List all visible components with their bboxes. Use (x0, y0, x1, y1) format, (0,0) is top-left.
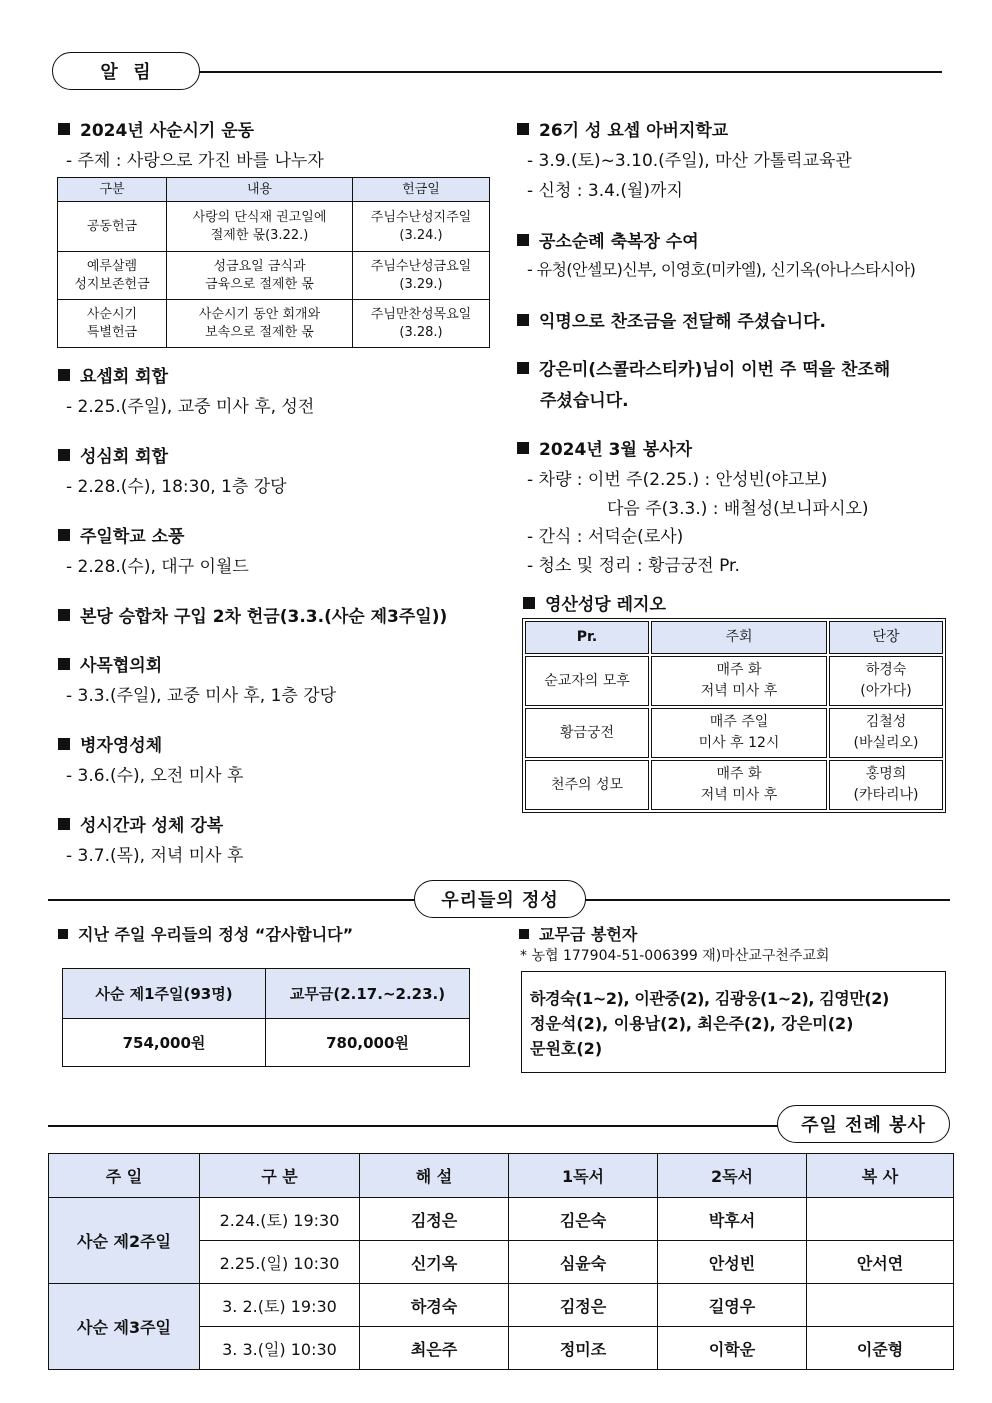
bullet-square-icon (58, 123, 70, 135)
bullet-square-icon (517, 362, 529, 374)
cell-pr: 천주의 성모 (525, 760, 649, 810)
week-name: 사순 제3주일 (49, 1284, 200, 1370)
section-title-notice-text: 알 림 (100, 62, 152, 83)
sunday-school-picnic-detail: - 2.28.(수), 대구 이월드 (66, 557, 249, 577)
pastoral-council-detail: - 3.3.(주일), 교중 미사 후, 1층 강당 (66, 686, 337, 706)
bullet-square-icon (58, 738, 70, 750)
reader-2: 이학운 (658, 1327, 807, 1370)
liturgy-schedule-table (48, 1153, 954, 1370)
cell-pr: 순교자의 모후 (525, 656, 649, 706)
heading-lent-text: 2024년 사순시기 운동 (80, 121, 255, 141)
donor-line: 문원호(2) (530, 1039, 603, 1058)
heading-legio: 영산성당 레지오 (523, 590, 666, 615)
bullet-square-icon (58, 929, 68, 939)
cell-type: 사순시기 특별헌금 (58, 300, 167, 348)
th-sunday: 주 일 (49, 1154, 200, 1198)
mass-time: 2.24.(토) 19:30 (200, 1198, 360, 1241)
mass-time: 3. 2.(토) 19:30 (200, 1284, 360, 1327)
th-pr: Pr. (525, 621, 649, 654)
cell-date: 주님수난성지주일 (3.24.) (353, 202, 490, 252)
altar-server: 이준형 (807, 1327, 954, 1370)
reader-1: 정미조 (509, 1327, 658, 1370)
joseph-meeting-detail: - 2.25.(주일), 교중 미사 후, 성전 (66, 397, 315, 417)
commentator: 최은주 (360, 1327, 509, 1370)
table-row (49, 1198, 954, 1241)
bullet-square-icon (58, 449, 70, 461)
heading-pastoral-council: 사목협의회 (58, 651, 162, 676)
reader-1: 김정은 (509, 1284, 658, 1327)
father-school-dates: - 3.9.(토)~3.10.(주일), 마산 가톨릭교육관 (527, 151, 852, 171)
cell-type: 공동헌금 (58, 202, 167, 252)
cell-type: 예루살렘 성지보존헌금 (58, 252, 167, 300)
cell-meeting: 매주 화 저녁 미사 후 (651, 760, 827, 810)
heading-sunday-school-picnic: 주일학교 소풍 (58, 522, 184, 547)
th-reading2: 2독서 (658, 1154, 807, 1198)
th-meeting: 주회 (651, 621, 827, 654)
heading-anonymous-donation: 익명으로 찬조금을 전달해 주셨습니다. (517, 307, 826, 332)
table-row (525, 708, 943, 758)
cell-leader: 하경숙 (아가다) (829, 656, 943, 706)
volunteer-snack: - 간식 : 서덕순(로사) (527, 527, 684, 547)
heading-sacred-heart-meeting: 성심회 회합 (58, 442, 168, 467)
holy-hour-detail: - 3.7.(목), 저녁 미사 후 (66, 846, 244, 866)
heading-volunteers: 2024년 3월 봉사자 (517, 435, 692, 460)
cell-content: 성금요일 금식과 금육으로 절제한 몫 (167, 252, 353, 300)
volunteer-vehicle-this-week: - 차량 : 이번 주(2.25.) : 안성빈(야고보) (527, 470, 828, 490)
bullet-square-icon (517, 442, 529, 454)
bullet-square-icon (517, 123, 529, 135)
volunteer-cleaning: - 청소 및 정리 : 황금궁전 Pr. (527, 556, 740, 576)
section-title-notice (52, 52, 200, 90)
bullet-square-icon (517, 314, 529, 326)
section-title-liturgy: 주일 전례 봉사 (777, 1105, 950, 1143)
table-row (525, 656, 943, 706)
bullet-square-icon (58, 818, 70, 830)
table-row (49, 1284, 954, 1327)
heading-tithe-donors: 교무금 봉헌자 (519, 922, 637, 945)
pilgrimage-recipients: - 유청(안셀모)신부, 이영호(미카엘), 신기옥(아나스타시아) (527, 260, 916, 279)
sacred-heart-meeting-detail: - 2.28.(수), 18:30, 1층 강당 (66, 477, 287, 497)
section-title-offering: 우리들의 정성 (414, 880, 586, 918)
reader-1: 심윤숙 (509, 1241, 658, 1284)
liturgy-divider (48, 1125, 788, 1127)
mass-time: 2.25.(일) 10:30 (200, 1241, 360, 1284)
altar-server (807, 1284, 954, 1327)
bullet-square-icon (58, 369, 70, 381)
commentator: 신기옥 (360, 1241, 509, 1284)
heading-pilgrimage: 공소순례 축복장 수여 (517, 227, 699, 252)
reader-2: 안성빈 (658, 1241, 807, 1284)
lent-offering-table (57, 177, 490, 348)
bullet-square-icon (58, 609, 70, 621)
th-sunday-offering: 사순 제1주일(93명) (63, 969, 266, 1019)
bank-account-info: * 농협 177904-51-006399 재)마산교구천주교회 (520, 948, 830, 964)
donor-line: 정운석(2), 이용남(2), 최은주(2), 강은미(2) (530, 1014, 854, 1033)
table-row (525, 760, 943, 810)
notice-divider (190, 71, 942, 73)
cell-content: 사랑의 단식재 권고일에 절제한 몫(3.22.) (167, 202, 353, 252)
th-content: 내용 (167, 178, 353, 202)
bullet-square-icon (519, 929, 529, 939)
heading-van-offering: 본당 승합차 구입 2차 헌금(3.3.(사순 제3주일)) (58, 602, 447, 627)
cell-date: 주님만찬성목요일 (3.28.) (353, 300, 490, 348)
donor-line: 하경숙(1~2), 이관중(2), 김광웅(1~2), 김영만(2) (530, 989, 889, 1008)
th-date: 헌금일 (353, 178, 490, 202)
volunteer-vehicle-next-week: 다음 주(3.3.) : 배철성(보니파시오) (607, 499, 869, 519)
cell-pr: 황금궁전 (525, 708, 649, 758)
week-name: 사순 제2주일 (49, 1198, 200, 1284)
heading-thanks: 지난 주일 우리들의 정성 “감사합니다” (58, 922, 353, 945)
th-reading1: 1독서 (509, 1154, 658, 1198)
tithe-donor-list (521, 971, 946, 1073)
commentator: 김정은 (360, 1198, 509, 1241)
reader-2: 길영우 (658, 1284, 807, 1327)
heading-father-school: 26기 성 요셉 아버지학교 (517, 116, 728, 141)
bullet-square-icon (517, 234, 529, 246)
th-leader: 단장 (829, 621, 943, 654)
tithe-amount: 780,000원 (266, 1019, 470, 1067)
cell-meeting: 매주 화 저녁 미사 후 (651, 656, 827, 706)
cell-meeting: 매주 주일 미사 후 12시 (651, 708, 827, 758)
th-division: 구 분 (200, 1154, 360, 1198)
table-row (58, 202, 490, 252)
mass-time: 3. 3.(일) 10:30 (200, 1327, 360, 1370)
reader-1: 김은숙 (509, 1198, 658, 1241)
commentator: 하경숙 (360, 1284, 509, 1327)
bullet-square-icon (523, 597, 535, 609)
cell-content: 사순시기 동안 회개와 보속으로 절제한 몫 (167, 300, 353, 348)
cell-leader: 홍명희 (카타리나) (829, 760, 943, 810)
heading-holy-hour: 성시간과 성체 강복 (58, 811, 223, 836)
heading-sick-communion: 병자영성체 (58, 731, 162, 756)
th-server: 복 사 (807, 1154, 954, 1198)
heading-joseph-meeting: 요셉회 회합 (58, 362, 168, 387)
table-row (58, 300, 490, 348)
altar-server: 안서연 (807, 1241, 954, 1284)
th-commentator: 해 설 (360, 1154, 509, 1198)
heading-ricecake-line2: 주셨습니다. (540, 391, 629, 411)
cell-date: 주님수난성금요일 (3.29.) (353, 252, 490, 300)
cell-leader: 김철성 (바실리오) (829, 708, 943, 758)
reader-2: 박후서 (658, 1198, 807, 1241)
altar-server (807, 1198, 954, 1241)
legio-table (522, 618, 946, 813)
sick-communion-detail: - 3.6.(수), 오전 미사 후 (66, 766, 244, 786)
th-type: 구분 (58, 178, 167, 202)
offering-total-table (62, 968, 470, 1067)
bullet-square-icon (58, 529, 70, 541)
bullet-square-icon (58, 658, 70, 670)
heading-lent (58, 116, 254, 141)
table-row (58, 252, 490, 300)
father-school-apply: - 신청 : 3.4.(월)까지 (527, 181, 683, 201)
lent-theme: - 주제 : 사랑으로 가진 바를 나누자 (66, 151, 324, 171)
th-tithe: 교무금(2.17.~2.23.) (266, 969, 470, 1019)
sunday-offering-amount: 754,000원 (63, 1019, 266, 1067)
heading-ricecake: 강은미(스콜라스티카)님이 이번 주 떡을 찬조해 (517, 355, 890, 380)
